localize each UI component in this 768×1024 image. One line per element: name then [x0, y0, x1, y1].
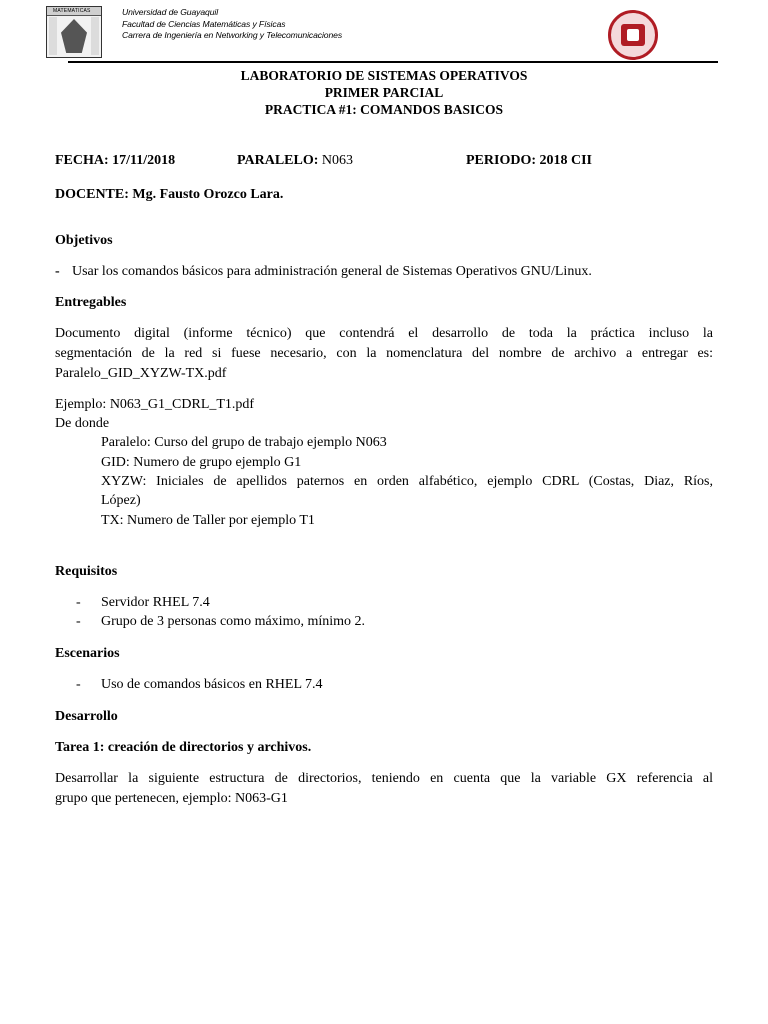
- escenarios-heading: Escenarios: [55, 646, 120, 661]
- fecha-field: FECHA: 17/11/2018: [55, 153, 176, 168]
- requisitos-bullet-2: -: [76, 614, 81, 629]
- docente-field: DOCENTE: Mg. Fausto Orozco Lara.: [55, 187, 284, 202]
- desarrollo-heading: Desarrollo: [55, 709, 118, 724]
- escenarios-bullet-1: -: [76, 677, 81, 692]
- university-name: Universidad de Guayaquil: [122, 7, 219, 17]
- objetivos-item: Usar los comandos básicos para administración general de Sistemas Operativos GNU/Linux.: [72, 264, 592, 279]
- institution-header: [122, 7, 342, 42]
- career-logo: [604, 8, 664, 62]
- de-donde-line: De donde: [55, 416, 110, 431]
- paralelo-value: N063: [318, 153, 354, 168]
- ejemplo-line: Ejemplo: N063_G1_CDRL_T1.pdf: [55, 397, 255, 412]
- entregables-line-3: Paralelo_GID_XYZW-TX.pdf: [55, 366, 227, 381]
- lab-title: LABORATORIO DE SISTEMAS OPERATIVOS: [240, 68, 528, 83]
- faculty-name: Facultad de Ciencias Matemáticas y Físicas: [122, 18, 286, 29]
- exam-title: PRIMER PARCIAL: [324, 85, 444, 100]
- desarrollo-text-2: grupo que pertenecen, ejemplo: N063-G1: [55, 791, 288, 806]
- def-xyzw-1: XYZW: Iniciales de apellidos paternos en orden alfabético, ejemplo CDRL (Costas, Diaz, Ríos,: [101, 474, 713, 489]
- def-tx: TX: Numero de Taller por ejemplo T1: [101, 513, 315, 528]
- requisitos-bullet-1: -: [76, 595, 81, 610]
- faculty-logo: [46, 6, 102, 58]
- objetivos-heading: Objetivos: [55, 233, 113, 248]
- paralelo-label: PARALELO:: [237, 153, 319, 168]
- entregables-heading: Entregables: [55, 295, 127, 310]
- desarrollo-text-1: Desarrollar la siguiente estructura de directorios, teniendo en cuenta que la variable GX referencia al: [55, 771, 713, 786]
- entregables-line-1: Documento digital (informe técnico) que contendrá el desarrollo de toda la práctica incluso la: [55, 326, 713, 341]
- def-xyzw-2: López): [101, 493, 141, 508]
- escenarios-item-1: Uso de comandos básicos en RHEL 7.4: [101, 677, 323, 692]
- practice-title: PRACTICA #1: COMANDOS BASICOS: [264, 102, 504, 117]
- career-name: Carrera de Ingeniería en Networking y Telecomunicaciones: [122, 30, 343, 40]
- paralelo-field: [237, 151, 353, 171]
- objetivos-bullet: -: [55, 264, 60, 279]
- requisitos-item-2: Grupo de 3 personas como máximo, mínimo 2.: [101, 614, 366, 629]
- entregables-line-2: segmentación de la red si fuese necesario, con la nomenclatura del nombre de archivo a entregar es:: [55, 346, 713, 361]
- requisitos-heading: Requisitos: [55, 564, 118, 579]
- def-gid: GID: Numero de grupo ejemplo G1: [101, 455, 302, 470]
- tarea-1-heading: Tarea 1: creación de directorios y archivos.: [55, 740, 312, 755]
- periodo-field: PERIODO: 2018 CII: [466, 153, 593, 168]
- logo-text: MATEMATICAS: [53, 8, 91, 14]
- def-paralelo: Paralelo: Curso del grupo de trabajo ejemplo N063: [101, 435, 387, 450]
- header-divider: [68, 61, 718, 63]
- requisitos-item-1: Servidor RHEL 7.4: [101, 595, 210, 610]
